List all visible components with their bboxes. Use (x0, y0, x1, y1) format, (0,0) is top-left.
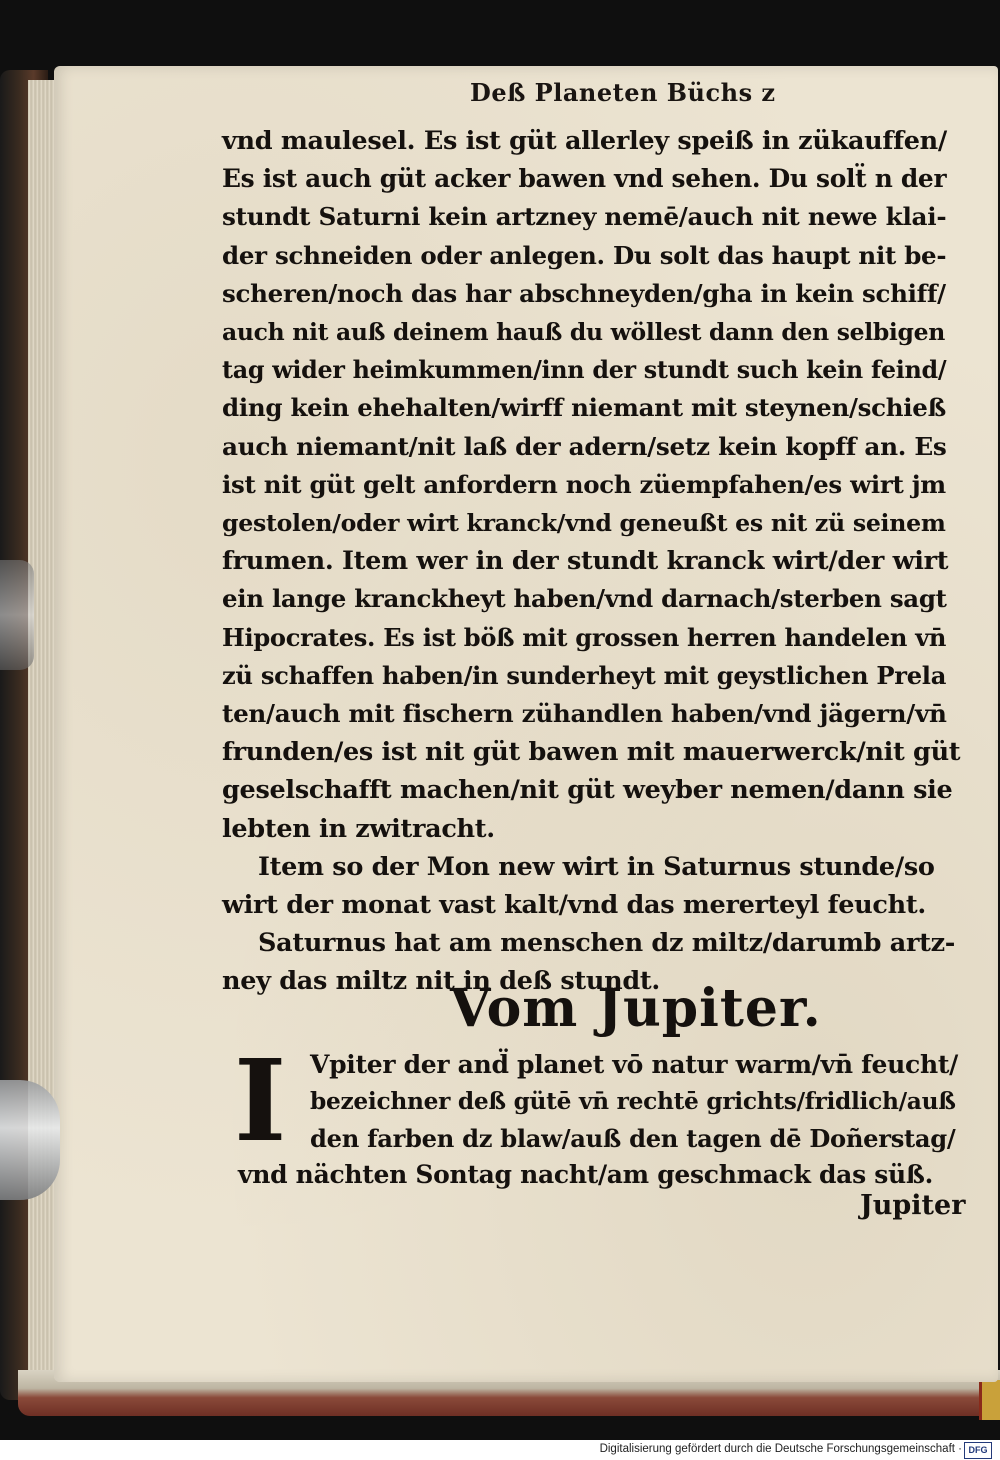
text-line: stundt Saturni kein artzney nemē/auch nit newe klai- (222, 202, 947, 232)
footer-credit: Digitalisierung gefördert durch die Deutsche Forschungsgemeinschaft · (599, 1443, 962, 1455)
glass-clip-bottom (0, 1080, 60, 1200)
decorated-initial: I (234, 1036, 287, 1167)
catchword: Jupiter (860, 1190, 966, 1221)
text-line: geselschafft machen/nit güt weyber nemen/dann sie (222, 775, 953, 806)
jupiter-last-line-block (238, 1156, 933, 1193)
text-line: wirt der monat vast kalt/vnd das mererteyl feucht. (222, 890, 926, 921)
book-page (54, 66, 998, 1382)
text-line: Item so der Mon new wirt in Saturnus stunde/so (258, 851, 935, 882)
text-line: der schneiden oder anlegen. Du solt das haupt nit be- (222, 240, 947, 270)
text-line: ist nit güt gelt anfordern noch züempfahen/es wirt jm (222, 469, 946, 499)
text-line: auch nit auß deinem hauß du wöllest dann den selbigen (222, 318, 946, 347)
jupiter-text-block (310, 1046, 970, 1157)
text-line: vnd nächten Sontag nacht/am geschmack das süß. (238, 1160, 934, 1189)
text-line: Vpiter der and̈ planet vō natur warm/vn̄ feucht/ (310, 1050, 958, 1079)
page-corner-marker (979, 1380, 1000, 1420)
glass-clip-top (0, 560, 34, 670)
text-line: vnd maulesel. Es ist güt allerley speiß in zükauffen/ (222, 126, 947, 156)
text-line: den farben dz blaw/auß den tagen dē Doñerstag/ (310, 1124, 956, 1153)
text-line: ding kein ehehalten/wirff niemant mit steynen/schieß (222, 393, 946, 423)
text-line: gestolen/oder wirt kranck/vnd geneußt es nit zü seinem (222, 509, 946, 538)
text-line: tag wider heimkummen/inn der stundt such kein feind/ (222, 356, 947, 385)
text-line: Es ist auch güt acker bawen vnd sehen. Du solẗ n der (222, 164, 947, 194)
text-line: ney das miltz nit in deß stundt. (222, 966, 660, 997)
text-line: ein lange kranckheyt haben/vnd darnach/sterben sagt (222, 584, 947, 614)
text-line: scheren/noch das har abschneyden/gha in kein schiff/ (222, 278, 946, 308)
text-line: lebten in zwitracht. (222, 813, 495, 844)
text-line: Hipocrates. Es ist böß mit grossen herren handelen vn̄ (222, 622, 947, 652)
text-line: zü schaffen haben/in sunderheyt mit geystlichen Prela (222, 660, 947, 690)
running-header: Deß Planeten Büchs z (470, 78, 776, 107)
section-heading: Vom Jupiter. (450, 978, 822, 1039)
text-line: Saturnus hat am menschen dz miltz/darumb artz- (258, 928, 956, 959)
text-line: bezeichner deß gütē vn̄ rechtē grichts/fridlich/auß (310, 1088, 956, 1115)
text-line: auch niemant/nit laß der adern/setz kein kopff an. Es (222, 431, 947, 461)
text-line: ten/auch mit fischern zühandlen haben/vnd jägern/vn̄ (222, 699, 947, 729)
dfg-logo: DFG (964, 1442, 992, 1459)
text-line: frunden/es ist nit güt bawen mit mauerwerck/nit güt (222, 737, 961, 768)
body-text-block (222, 122, 962, 1001)
text-line: frumen. Item wer in der stundt kranck wirt/der wirt (222, 546, 949, 577)
